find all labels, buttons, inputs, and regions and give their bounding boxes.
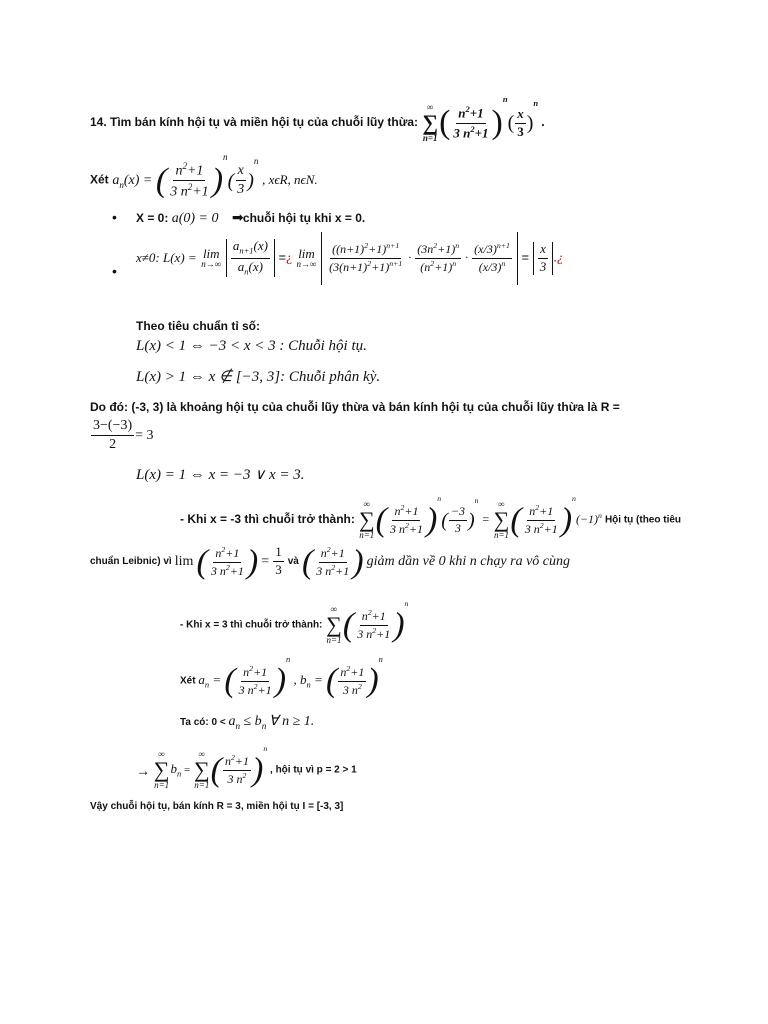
lim-word: lim xyxy=(174,553,194,569)
bullet-dot: • xyxy=(112,209,117,225)
problem-label: 14. Tìm bán kính hội tụ và miền hội tụ của chuỗi lũy thừa: xyxy=(90,114,419,129)
lim-sub: n→∞ xyxy=(201,259,222,270)
ratio-expanded: $\frac{((n+1)^2+1)^{n+1}}{(3(n+1)^2+1)^{n+1}}$ · $\frac{(3n^2+1)^n}{(n^2+1)^n}$ · $\frac{(x/3)^{n+1}}{(x/3)^n}$ xyxy=(321,232,518,285)
ratio-abs: $\frac{a_{n+1}(x)}{a_n(x)}$ xyxy=(226,239,275,277)
case-3-text: - Khi x = 3 thì chuỗi trở thành: xyxy=(180,619,323,631)
radius-den: 2 xyxy=(109,437,117,453)
neg3-series: ∞ ∑ n=1 ( $\frac{n^2+1}{3 n^2+1}$ )$^n$( $\frac{-3}{3}$ )$^n$ = ∞ ∑ n=1 ( $\frac{n^2+1}{3 n^2+1}$ )$^n(-1)^n$ xyxy=(358,494,602,541)
case-neg3 xyxy=(180,495,681,540)
bullet2-end: ¿ xyxy=(556,249,564,265)
case-3: - Khi x = 3 thì chuỗi trở thành: ∞ ∑ n=1 ( $\frac{n^2+1}{3 n^2+1}$ )$^n$ xyxy=(180,599,409,646)
radius-num: 3−(−3) xyxy=(91,418,134,436)
case-neg3-cont: chuẩn Leibnic) vì lim ( $\frac{n^2+1}{3 n^2+1}$ ) = $\frac{1}{3}$ và ( $\frac{n^2+1}{3 n^2+1}$ ) giảm dần về 0 khi n chạy ra vô cùng xyxy=(90,543,571,580)
convergence-note: , hội tụ vì p = 2 > 1 xyxy=(270,764,357,776)
bullet-2: x≠0: L(x) = lim n→∞ $\frac{a_{n+1}(x)}{a_n(x)}$ =¿ lim n→∞ $\frac{((n+1)^2+1)^{n+1}}{(3(n+1)^2+1)^{n+1}}$ · $\frac{(3n^2+1)^n}{(n^2+1)^n}$ · $\frac{(x/3)^{n+1}}{(x/3)^n}$ = $\frac{x}{3}$ .¿ xyxy=(136,232,563,285)
define-an xyxy=(90,152,318,201)
an-formula: $a_n(x)$ = ( $\frac{n^2+1}{3 n^2+1}$ )$^n$( $\frac{x}{3}$ )$^n$ xyxy=(112,152,259,200)
boundary-line: L(x) = 1 ⇔ x = −3 ∨ x = 3. xyxy=(136,467,305,483)
right-arrow-icon: → xyxy=(136,762,150,779)
series-formula: ∞ ∑ n=1 ( $\frac{n^2+1}{3 n^2+1}$ )$^n$( $\frac{x}{3}$ )$^n$ . xyxy=(422,94,545,144)
problem-statement xyxy=(90,95,545,143)
final-statement: Vậy chuỗi hội tụ, bán kính R = 3, miền hội tụ I = [-3, 3] xyxy=(90,801,344,812)
compare-ineq: ∀ n ≥ 1. xyxy=(269,714,315,729)
radius-formula xyxy=(90,418,154,453)
and-word: và xyxy=(287,556,299,568)
lim-label: lim xyxy=(202,246,220,262)
compare-line: Ta có: $0 < a_n \le b_n$ ∀ n ≥ 1. xyxy=(180,714,315,731)
define-prefix: Xét xyxy=(90,172,109,187)
bullet1-case: X = 0: xyxy=(136,211,169,225)
bullet2-case: x≠0: L(x) = xyxy=(136,249,197,265)
arrow-icon: ➡ xyxy=(231,209,244,225)
bullet1-text: chuỗi hội tụ khi x = 0. xyxy=(242,211,366,225)
bullet-dot: • xyxy=(112,263,117,279)
bullet-1 xyxy=(136,209,365,227)
leibniz-text: chuẩn Leibnic) vì xyxy=(90,556,172,568)
case-neg3-tail: Hội tụ (theo tiêu xyxy=(604,514,682,526)
xet-label: Xét xyxy=(180,675,196,687)
radius-result: = 3 xyxy=(135,427,154,443)
ratio-line-1: L(x) < 1 ⇔ −3 < x < 3 : Chuỗi hội tụ. xyxy=(136,338,367,354)
third-den: 3 xyxy=(275,562,282,578)
ratio-title: Theo tiêu chuẩn tỉ số: xyxy=(136,319,261,333)
define-domain: , xϵR, nϵN. xyxy=(262,172,318,187)
ta-co: Ta có: 0 < xyxy=(180,717,226,728)
third-num: 1 xyxy=(273,545,284,562)
define-bn: Xét $a_n$ = ( $\frac{n^2+1}{3 n^2+1}$ )$^n$ , $b_n$ = ( $\frac{n^2+1}{3 n^2}$ )$^n$ xyxy=(180,654,383,700)
case-neg3-text: - Khi x = -3 thì chuỗi trở thành: xyxy=(180,512,355,527)
lim-eq: = xyxy=(261,553,270,569)
ratio-line-2: L(x) > 1 ⇔ x ∉ [−3, 3]: Chuỗi phân kỳ. xyxy=(136,369,381,385)
decreasing-text: giảm dần về 0 khi n chạy ra vô cùng xyxy=(366,553,571,569)
conclusion-text: Do đó: (-3, 3) là khoảng hội tụ của chuỗi lũy thừa và bán kính hội tụ của chuỗi lũy thừa là R = xyxy=(90,400,620,414)
bullet1-math: a(0) = 0 xyxy=(171,211,219,226)
bn-series: → ∞ ∑ n=1 $b_n$ = ∞ ∑ n=1 ( $\frac{n^2+1}{3 n^2}$ )$^n$ , hội tụ vì p = 2 > 1 xyxy=(136,744,357,791)
